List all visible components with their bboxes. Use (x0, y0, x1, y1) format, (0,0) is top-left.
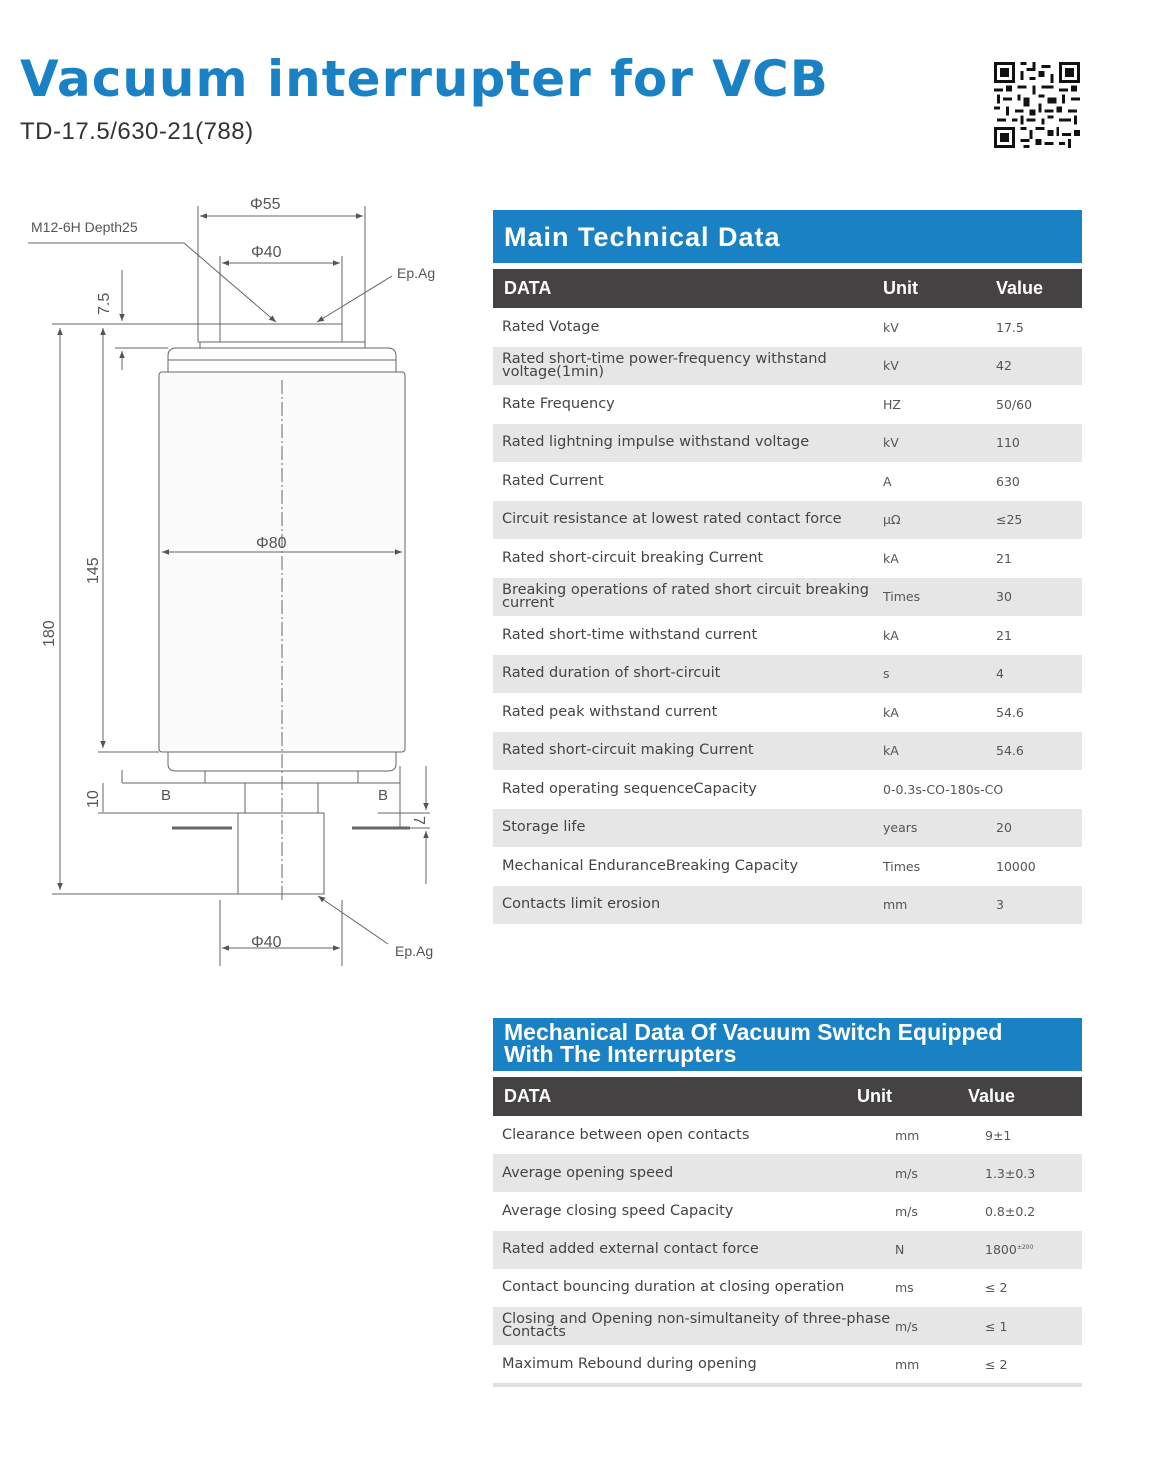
col-value: Value (996, 278, 1044, 298)
table-row: Rated short-circuit making Current kA 54.6 (493, 732, 1082, 771)
table-row: Circuit resistance at lowest rated contact force μΩ ≤25 (493, 501, 1082, 540)
table-row: Contact bouncing duration at closing operation ms ≤ 2 (502, 1279, 1008, 1296)
body-dia-label: Φ80 (256, 535, 287, 552)
table-row: Contacts limit erosion mm 3 (493, 886, 1082, 925)
interrupter-drawing (0, 160, 470, 990)
dim-145-label: 145 (85, 557, 102, 584)
table-row: Rated Current A 630 (502, 472, 1020, 489)
table-row: Rated short-time withstand current kA 21 (502, 626, 1012, 643)
table-row: Rated short-time power-frequency withstand voltage(1min) kV 42 (493, 347, 1082, 386)
table-row: Rated lightning impulse withstand voltage kV 110 (493, 424, 1082, 463)
table-row: Clearance between open contacts mm 9±1 (502, 1126, 1012, 1143)
col-data: DATA (504, 278, 552, 298)
table-row: Rated short-circuit breaking Current kA 21 (502, 549, 1012, 566)
table-row: Rated Votage kV 17.5 (502, 318, 1024, 335)
dim-10-label: 10 (85, 790, 102, 808)
table-row: Storage life years 20 (493, 809, 1082, 848)
model-number: TD-17.5/630-21(788) (20, 118, 254, 145)
col-value: Value (968, 1086, 1016, 1106)
dim-180-label: 180 (41, 620, 58, 647)
dim-7-label: 7 (410, 816, 427, 825)
main-table-heading: Main Technical Data (493, 210, 1082, 263)
table-row: Rated added external contact force N $1800^{\pm 200}$ (493, 1231, 1082, 1269)
page-title: Vacuum interrupter for VCB (20, 50, 829, 108)
top-outer-dia-label: Φ55 (250, 196, 281, 213)
top-inner-dia-label: Φ40 (251, 244, 282, 261)
mech-table-header (493, 1077, 1082, 1116)
qr-code-icon (994, 62, 1080, 148)
table-row: Mechanical EnduranceBreaking Capacity Times 10000 (502, 857, 1036, 874)
table-row: Rated operating sequenceCapacity 0-0.3s-CO-180s-CO (502, 780, 1004, 797)
table-row: Breaking operations of rated short circuit breaking current Times 30 (493, 578, 1082, 617)
table-row: Rated duration of short-circuit s 4 (493, 655, 1082, 694)
mech-table-heading (493, 1018, 1082, 1071)
bottom-dia-label: Φ40 (251, 934, 282, 951)
col-unit: Unit (857, 1086, 892, 1106)
top-plating-label: Ep.Ag (397, 265, 436, 281)
mechanical-data (493, 1018, 1082, 1387)
mech-heading-line1: Mechanical Data Of Vacuum Switch Equipped (504, 1019, 1003, 1045)
section-mark-left: B (161, 787, 172, 804)
thread-label: M12-6H Depth25 (31, 219, 138, 235)
col-unit: Unit (883, 278, 918, 298)
section-mark-right: B (378, 787, 389, 804)
table-row: Average opening speed m/s 1.3±0.3 (493, 1154, 1082, 1192)
col-data: DATA (504, 1086, 552, 1106)
main-technical-data (493, 210, 1082, 924)
table-row: Rated peak withstand current kA 54.6 (502, 703, 1024, 720)
main-table-header (493, 269, 1082, 308)
table-row: Rate Frequency HZ 50/60 (502, 395, 1033, 412)
bottom-plating-label: Ep.Ag (395, 943, 434, 959)
dim-7-5-label: 7.5 (96, 292, 113, 315)
table-row: Maximum Rebound during opening mm ≤ 2 (502, 1355, 1008, 1372)
mech-heading-line2: With The Interrupters (504, 1041, 737, 1067)
table-row: Closing and Opening non-simultaneity of three-phase Contacts m/s ≤ 1 (493, 1307, 1082, 1345)
table-end-bar (493, 1383, 1082, 1387)
table-row: Average closing speed Capacity m/s 0.8±0.2 (502, 1202, 1036, 1219)
